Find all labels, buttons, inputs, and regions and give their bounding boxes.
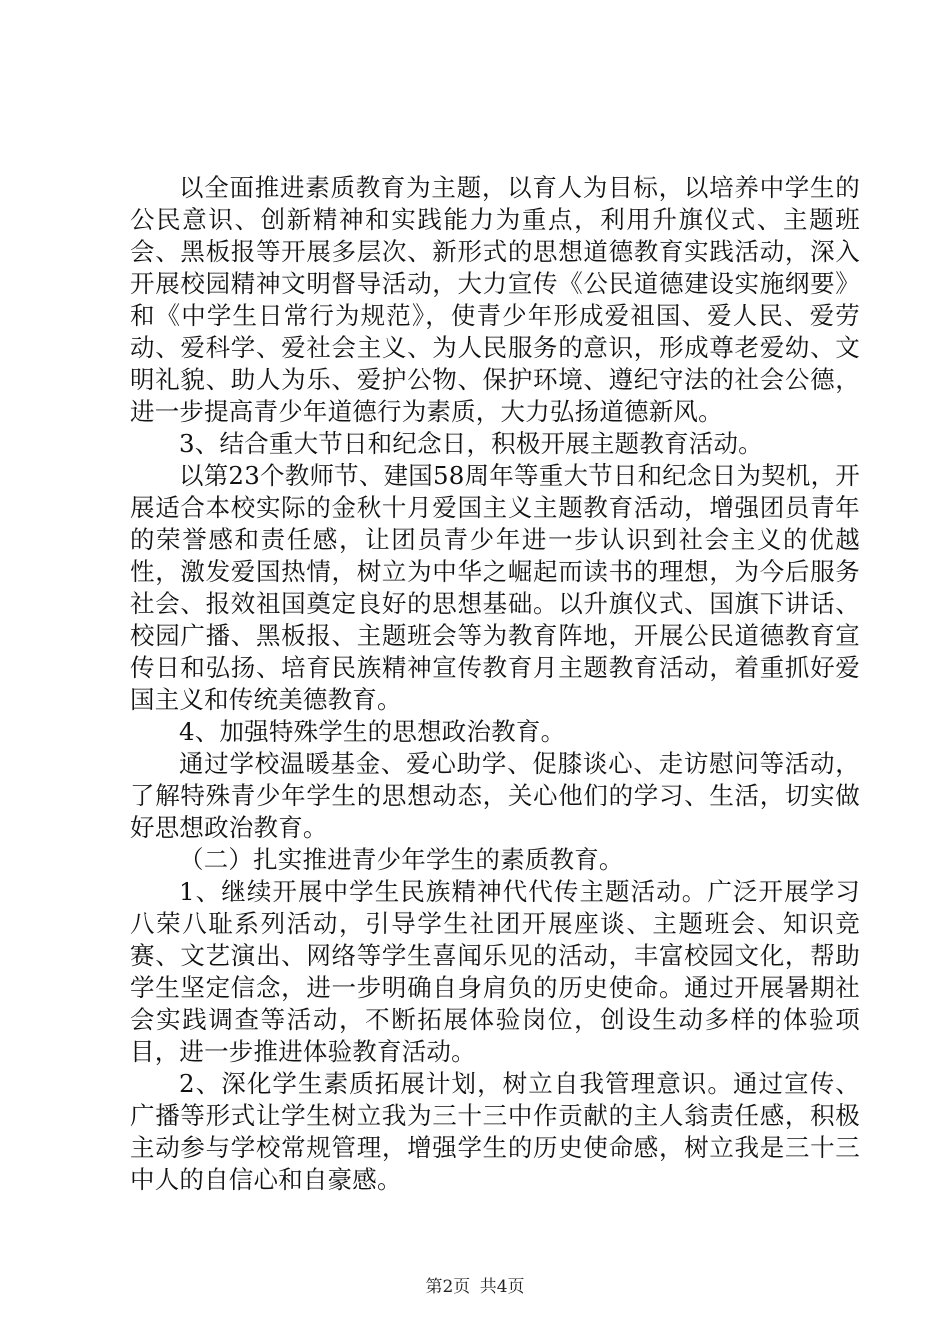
paragraph-item-4: 通过学校温暖基金、爱心助学、促膝谈心、走访慰问等活动，了解特殊青少年学生的思想动态，关心他们的学习、生活，切实做好思想政治教育。 <box>130 749 860 842</box>
page-total: 共4页 <box>479 1277 525 1297</box>
paragraph-intro: 以全面推进素质教育为主题，以育人为目标，以培养中学生的公民意识、创新精神和实践能力为重点，利用升旗仪式、主题班会、黑板报等开展多层次、新形式的思想道德教育实践活动，深入开展校园精神文明督导活动，大力宣传《公民道德建设实施纲要》和《中学生日常行为规范》，使青少年形成爱祖国、爱人民、爱劳动、爱科学、爱社会主义、为人民服务的意识，形成尊老爱幼、文明礼貌、助人为乐、爱护公物、保护环境、遵纪守法的社会公德，进一步提高青少年道德行为素质，大力弘扬道德新风。 <box>130 173 860 426</box>
paragraph-item-3: 以第23个教师节、建国58周年等重大节日和纪念日为契机，开展适合本校实际的金秋十月爱国主义主题教育活动，增强团员青年的荣誉感和责任感，让团员青少年进一步认识到社会主义的优越性，激发爱国热情，树立为中华之崛起而读书的理想，为今后服务社会、报效祖国奠定良好的思想基础。以升旗仪式、国旗下讲话、校园广播、黑板报、主题班会等为教育阵地，开展公民道德教育宣传日和弘扬、培育民族精神宣传教育月主题教育活动，着重抓好爱国主义和传统美德教育。 <box>130 461 860 714</box>
paragraph-section-2-item-1: 1、继续开展中学生民族精神代代传主题活动。广泛开展学习八荣八耻系列活动，引导学生社团开展座谈、主题班会、知识竞赛、文艺演出、网络等学生喜闻乐见的活动，丰富校园文化，帮助学生坚定信念，进一步明确自身肩负的历史使命。通过开展暑期社会实践调查等活动，不断拓展体验岗位，创设生动多样的体验项目，进一步推进体验教育活动。 <box>130 877 860 1066</box>
section-heading-2: （二）扎实推进青少年学生的素质教育。 <box>179 845 624 874</box>
heading-item-4: 4、加强特殊学生的思想政治教育。 <box>179 717 566 746</box>
document-body <box>130 172 860 1196</box>
heading-item-3: 3、结合重大节日和纪念日，积极开展主题教育活动。 <box>179 429 763 458</box>
page-footer <box>0 1276 950 1298</box>
page-number: 第2页 <box>425 1277 471 1297</box>
paragraph-section-2-item-2: 2、深化学生素质拓展计划，树立自我管理意识。通过宣传、广播等形式让学生树立我为三十三中作贡献的主人翁责任感，积极主动参与学校常规管理，增强学生的历史使命感，树立我是三十三中人的自信心和自豪感。 <box>130 1069 860 1194</box>
